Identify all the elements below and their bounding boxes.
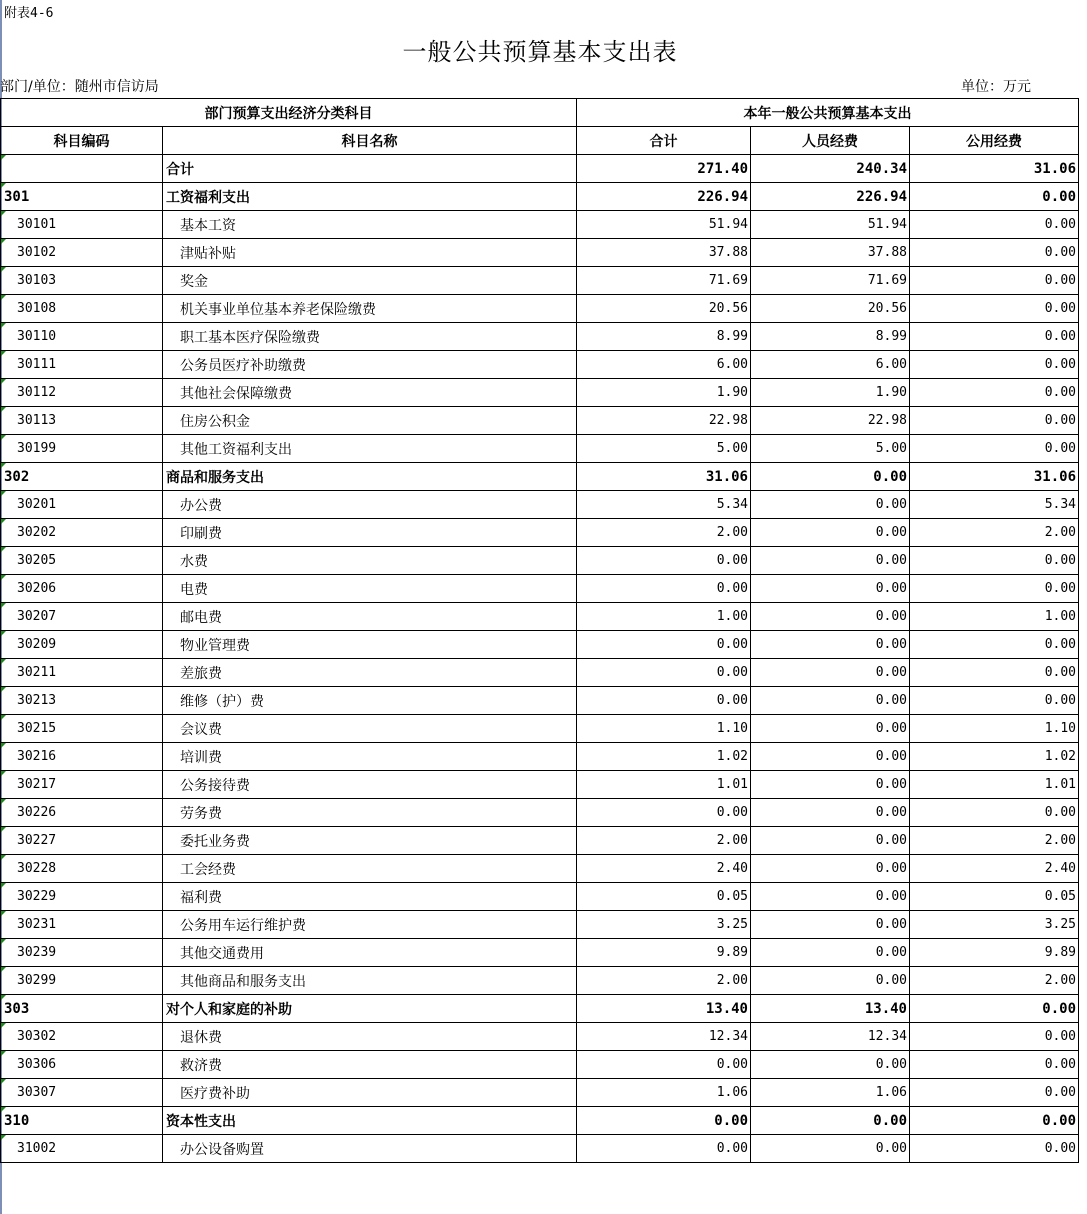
column-header-total: 合计: [577, 127, 751, 155]
cell-name: 其他工资福利支出: [163, 435, 577, 463]
table-row: [1, 911, 1079, 939]
cell-total: 8.99: [577, 323, 751, 351]
cell-personnel: 6.00: [751, 351, 910, 379]
cell-public: 0.00: [910, 1107, 1079, 1135]
cell-name: 公务接待费: [163, 771, 577, 799]
cell-personnel: 0.00: [751, 1051, 910, 1079]
table-row: [1, 827, 1079, 855]
cell-personnel: 0.00: [751, 883, 910, 911]
cell-total: 13.40: [577, 995, 751, 1023]
cell-name: 电费: [163, 575, 577, 603]
table-row: [1, 883, 1079, 911]
cell-total: 51.94: [577, 211, 751, 239]
cell-name: 工会经费: [163, 855, 577, 883]
cell-total: 37.88: [577, 239, 751, 267]
cell-public: 31.06: [910, 463, 1079, 491]
cell-name: 工资福利支出: [163, 183, 577, 211]
cell-code: 30227: [1, 827, 163, 855]
cell-total: 71.69: [577, 267, 751, 295]
cell-total: 2.00: [577, 827, 751, 855]
cell-personnel: 1.06: [751, 1079, 910, 1107]
cell-personnel: 0.00: [751, 519, 910, 547]
cell-total: 0.00: [577, 1051, 751, 1079]
cell-public: 2.40: [910, 855, 1079, 883]
cell-public: 0.00: [910, 267, 1079, 295]
cell-code: 30102: [1, 239, 163, 267]
table-row: [1, 939, 1079, 967]
cell-name: 物业管理费: [163, 631, 577, 659]
cell-public: 9.89: [910, 939, 1079, 967]
cell-personnel: 0.00: [751, 855, 910, 883]
cell-code: 30307: [1, 1079, 163, 1107]
cell-personnel: 0.00: [751, 603, 910, 631]
cell-name: 差旅费: [163, 659, 577, 687]
cell-total: 1.06: [577, 1079, 751, 1107]
cell-public: 1.01: [910, 771, 1079, 799]
cell-code: 301: [1, 183, 163, 211]
cell-total: 0.00: [577, 575, 751, 603]
table-body: [1, 155, 1079, 1163]
cell-name: 委托业务费: [163, 827, 577, 855]
cell-personnel: 0.00: [751, 771, 910, 799]
table-row: [1, 547, 1079, 575]
budget-table: [0, 98, 1079, 1163]
table-column-header-row: [1, 127, 1079, 155]
cell-personnel: 240.34: [751, 155, 910, 183]
table-row: [1, 267, 1079, 295]
table-row: [1, 1023, 1079, 1051]
table-row: [1, 575, 1079, 603]
table-row: [1, 379, 1079, 407]
table-row: [1, 491, 1079, 519]
cell-code: 30215: [1, 715, 163, 743]
cell-total: 20.56: [577, 295, 751, 323]
table-row: [1, 295, 1079, 323]
cell-name: 救济费: [163, 1051, 577, 1079]
cell-code: 30209: [1, 631, 163, 659]
table-row: [1, 519, 1079, 547]
cell-name: 基本工资: [163, 211, 577, 239]
table-row: [1, 351, 1079, 379]
cell-personnel: 0.00: [751, 463, 910, 491]
cell-total: 5.00: [577, 435, 751, 463]
cell-code: 30202: [1, 519, 163, 547]
table-row: [1, 323, 1079, 351]
cell-personnel: 37.88: [751, 239, 910, 267]
table-row: [1, 995, 1079, 1023]
table-row: [1, 211, 1079, 239]
cell-personnel: 22.98: [751, 407, 910, 435]
cell-code: 30226: [1, 799, 163, 827]
cell-code: 30231: [1, 911, 163, 939]
cell-code: 30113: [1, 407, 163, 435]
cell-total: 0.00: [577, 659, 751, 687]
cell-public: 0.00: [910, 631, 1079, 659]
cell-public: 1.02: [910, 743, 1079, 771]
cell-code: 30112: [1, 379, 163, 407]
cell-total: 0.00: [577, 687, 751, 715]
cell-code: [1, 155, 163, 183]
cell-public: 5.34: [910, 491, 1079, 519]
cell-public: 0.00: [910, 995, 1079, 1023]
cell-name: 公务员医疗补助缴费: [163, 351, 577, 379]
cell-public: 1.00: [910, 603, 1079, 631]
cell-total: 1.00: [577, 603, 751, 631]
cell-name: 住房公积金: [163, 407, 577, 435]
cell-name: 培训费: [163, 743, 577, 771]
cell-code: 30206: [1, 575, 163, 603]
table-row: [1, 631, 1079, 659]
cell-personnel: 71.69: [751, 267, 910, 295]
table-row: [1, 855, 1079, 883]
cell-total: 9.89: [577, 939, 751, 967]
table-row: [1, 687, 1079, 715]
cell-code: 30205: [1, 547, 163, 575]
cell-name: 维修（护）费: [163, 687, 577, 715]
table-row: [1, 603, 1079, 631]
cell-public: 0.00: [910, 1079, 1079, 1107]
cell-code: 302: [1, 463, 163, 491]
cell-total: 0.00: [577, 799, 751, 827]
cell-name: 机关事业单位基本养老保险缴费: [163, 295, 577, 323]
cell-public: 0.00: [910, 351, 1079, 379]
cell-name: 办公费: [163, 491, 577, 519]
table-row: [1, 183, 1079, 211]
cell-public: 0.00: [910, 547, 1079, 575]
cell-public: 0.00: [910, 1051, 1079, 1079]
cell-code: 30103: [1, 267, 163, 295]
table-row: [1, 799, 1079, 827]
column-header-personnel: 人员经费: [751, 127, 910, 155]
page-title: 一般公共预算基本支出表: [402, 38, 678, 66]
cell-personnel: 51.94: [751, 211, 910, 239]
cell-public: 0.05: [910, 883, 1079, 911]
cell-name: 邮电费: [163, 603, 577, 631]
group-header-classification: 部门预算支出经济分类科目: [1, 99, 577, 127]
cell-name: 奖金: [163, 267, 577, 295]
cell-total: 31.06: [577, 463, 751, 491]
table-row: [1, 407, 1079, 435]
cell-personnel: 8.99: [751, 323, 910, 351]
cell-name: 津贴补贴: [163, 239, 577, 267]
cell-total: 2.00: [577, 519, 751, 547]
cell-code: 303: [1, 995, 163, 1023]
cell-public: 1.10: [910, 715, 1079, 743]
cell-total: 0.05: [577, 883, 751, 911]
cell-code: 30217: [1, 771, 163, 799]
cell-public: 0.00: [910, 1023, 1079, 1051]
cell-personnel: 0.00: [751, 827, 910, 855]
cell-public: 0.00: [910, 687, 1079, 715]
unit-label: 单位：万元: [961, 79, 1031, 95]
cell-name: 退休费: [163, 1023, 577, 1051]
cell-total: 0.00: [577, 631, 751, 659]
table-row: [1, 155, 1079, 183]
column-header-name: 科目名称: [163, 127, 577, 155]
cell-name: 对个人和家庭的补助: [163, 995, 577, 1023]
table-row: [1, 743, 1079, 771]
cell-personnel: 13.40: [751, 995, 910, 1023]
cell-total: 12.34: [577, 1023, 751, 1051]
cell-code: 30302: [1, 1023, 163, 1051]
cell-code: 30228: [1, 855, 163, 883]
cell-personnel: 20.56: [751, 295, 910, 323]
cell-personnel: 0.00: [751, 575, 910, 603]
table-row: [1, 435, 1079, 463]
cell-personnel: 226.94: [751, 183, 910, 211]
table-row: [1, 659, 1079, 687]
cell-name: 福利费: [163, 883, 577, 911]
cell-code: 30299: [1, 967, 163, 995]
cell-personnel: 0.00: [751, 967, 910, 995]
cell-total: 2.40: [577, 855, 751, 883]
table-row: [1, 1107, 1079, 1135]
cell-code: 30229: [1, 883, 163, 911]
cell-code: 30110: [1, 323, 163, 351]
cell-total: 0.00: [577, 1107, 751, 1135]
cell-code: 30239: [1, 939, 163, 967]
table-row: [1, 771, 1079, 799]
cell-name: 水费: [163, 547, 577, 575]
cell-name: 其他商品和服务支出: [163, 967, 577, 995]
cell-personnel: 0.00: [751, 743, 910, 771]
cell-public: 0.00: [910, 1135, 1079, 1163]
attachment-label: 附表4-6: [4, 6, 54, 21]
cell-public: 0.00: [910, 211, 1079, 239]
cell-name: 医疗费补助: [163, 1079, 577, 1107]
cell-name: 公务用车运行维护费: [163, 911, 577, 939]
cell-personnel: 0.00: [751, 715, 910, 743]
cell-name: 会议费: [163, 715, 577, 743]
cell-personnel: 0.00: [751, 939, 910, 967]
cell-name: 劳务费: [163, 799, 577, 827]
table-row: [1, 1135, 1079, 1163]
cell-name: 商品和服务支出: [163, 463, 577, 491]
cell-total: 226.94: [577, 183, 751, 211]
cell-public: 0.00: [910, 379, 1079, 407]
table-row: [1, 715, 1079, 743]
cell-code: 30101: [1, 211, 163, 239]
cell-public: 0.00: [910, 799, 1079, 827]
table-group-header-row: [1, 99, 1079, 127]
cell-name: 其他交通费用: [163, 939, 577, 967]
cell-public: 2.00: [910, 519, 1079, 547]
cell-public: 0.00: [910, 323, 1079, 351]
table-row: [1, 1079, 1079, 1107]
cell-code: 30213: [1, 687, 163, 715]
cell-code: 30306: [1, 1051, 163, 1079]
cell-public: 0.00: [910, 295, 1079, 323]
table-row: [1, 1051, 1079, 1079]
cell-code: 30111: [1, 351, 163, 379]
cell-total: 1.90: [577, 379, 751, 407]
cell-code: 30207: [1, 603, 163, 631]
cell-public: 2.00: [910, 827, 1079, 855]
cell-total: 2.00: [577, 967, 751, 995]
cell-code: 30199: [1, 435, 163, 463]
cell-name: 其他社会保障缴费: [163, 379, 577, 407]
cell-personnel: 0.00: [751, 547, 910, 575]
cell-total: 1.01: [577, 771, 751, 799]
cell-public: 3.25: [910, 911, 1079, 939]
group-header-basic-expenditure: 本年一般公共预算基本支出: [577, 99, 1079, 127]
cell-code: 30108: [1, 295, 163, 323]
column-header-public: 公用经费: [910, 127, 1079, 155]
cell-public: 0.00: [910, 435, 1079, 463]
cell-public: 0.00: [910, 183, 1079, 211]
cell-code: 30216: [1, 743, 163, 771]
cell-personnel: 0.00: [751, 911, 910, 939]
cell-personnel: 0.00: [751, 1107, 910, 1135]
cell-total: 22.98: [577, 407, 751, 435]
cell-total: 3.25: [577, 911, 751, 939]
cell-name: 合计: [163, 155, 577, 183]
table-row: [1, 239, 1079, 267]
cell-personnel: 0.00: [751, 1135, 910, 1163]
department-label: 部门/单位：随州市信访局: [0, 79, 159, 95]
cell-code: 31002: [1, 1135, 163, 1163]
cell-personnel: 0.00: [751, 631, 910, 659]
cell-public: 0.00: [910, 407, 1079, 435]
table-row: [1, 463, 1079, 491]
cell-personnel: 12.34: [751, 1023, 910, 1051]
cell-personnel: 0.00: [751, 659, 910, 687]
cell-name: 印刷费: [163, 519, 577, 547]
cell-name: 办公设备购置: [163, 1135, 577, 1163]
cell-personnel: 0.00: [751, 491, 910, 519]
table-row: [1, 967, 1079, 995]
cell-personnel: 0.00: [751, 799, 910, 827]
cell-total: 1.10: [577, 715, 751, 743]
cell-total: 271.40: [577, 155, 751, 183]
cell-personnel: 0.00: [751, 687, 910, 715]
cell-total: 0.00: [577, 547, 751, 575]
cell-name: 资本性支出: [163, 1107, 577, 1135]
cell-public: 2.00: [910, 967, 1079, 995]
cell-total: 6.00: [577, 351, 751, 379]
cell-total: 1.02: [577, 743, 751, 771]
cell-public: 0.00: [910, 239, 1079, 267]
cell-personnel: 5.00: [751, 435, 910, 463]
cell-code: 30211: [1, 659, 163, 687]
cell-code: 30201: [1, 491, 163, 519]
cell-public: 31.06: [910, 155, 1079, 183]
cell-public: 0.00: [910, 659, 1079, 687]
cell-personnel: 1.90: [751, 379, 910, 407]
cell-name: 职工基本医疗保险缴费: [163, 323, 577, 351]
cell-total: 0.00: [577, 1135, 751, 1163]
cell-public: 0.00: [910, 575, 1079, 603]
cell-total: 5.34: [577, 491, 751, 519]
column-header-code: 科目编码: [1, 127, 163, 155]
cell-code: 310: [1, 1107, 163, 1135]
